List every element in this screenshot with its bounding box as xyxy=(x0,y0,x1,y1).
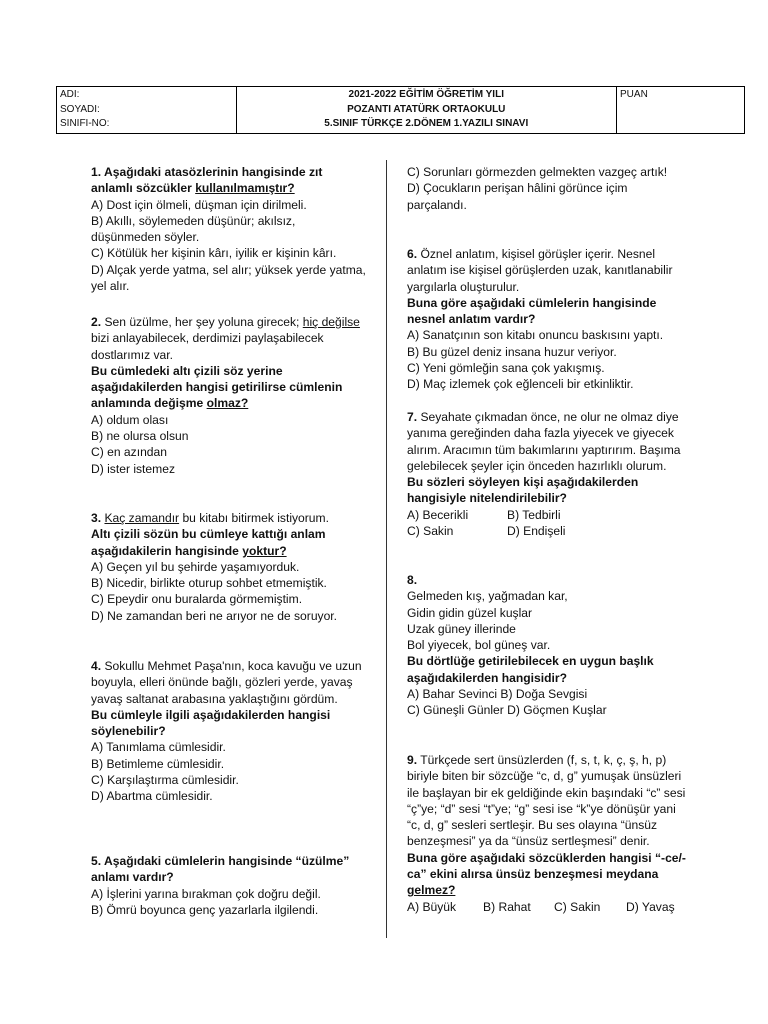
exam-header xyxy=(56,86,745,134)
options-row xyxy=(407,899,687,915)
option-d: D) Çocukların perişan hâlini görünce içim parçalandı. xyxy=(407,181,628,212)
question-5-part-2 xyxy=(407,164,687,246)
exam-title: 5.SINIF TÜRKÇE 2.DÖNEM 1.YAZILI SINAVI xyxy=(324,118,529,129)
question-8 xyxy=(407,572,687,752)
question-stem: Bu cümleyle ilgili aşağıdakilerden hangisi söylenebilir? xyxy=(91,707,331,739)
question-stem: Altı çizili sözün bu cümleye kattığı anlam aşağıdakilerin hangisinde yoktur? xyxy=(91,527,326,558)
option-c: C) Yeni gömleğin sana çok yakışmış. xyxy=(407,361,605,376)
option-a: A) Sanatçının son kitabı onuncu baskısını yaptı. xyxy=(407,328,664,343)
option-d: D) Ne zamandan beri ne arıyor ne de soruyor. xyxy=(91,608,338,623)
question-6 xyxy=(407,246,687,409)
option-d: D) Abartma cümlesidir. xyxy=(91,789,213,804)
option-c: C) Sorunları görmezden gelmekten vazgeç artık! xyxy=(407,165,668,179)
question-text: 6. Öznel anlatım, kişisel görüşler içerir. Nesnel anlatım ise kişisel görüşlerden uzak, kanıtlanabilir yargılarla oluşturulur. xyxy=(407,247,673,294)
option-b: B) Nicedir, birlikte oturup sohbet etmemiştik. xyxy=(91,576,327,591)
poem-line-1: Gelmeden kış, yağmadan kar, xyxy=(407,589,568,604)
option-b: B) ne olursa olsun xyxy=(91,429,189,444)
school-name: POZANTI ATATÜRK ORTAOKULU xyxy=(347,103,506,115)
question-stem: 1. Aşağıdaki atasözlerinin hangisinde zıt anlamlı sözcükler kullanılmamıştır? xyxy=(91,165,323,196)
option-c: C) Sakin xyxy=(407,524,454,539)
poem-line-2: Gidin gidin güzel kuşlar xyxy=(407,605,533,620)
option-d: D) ister istemez xyxy=(91,461,175,476)
question-stem: 5. Aşağıdaki cümlelerin hangisinde “üzülme” anlamı vardır? xyxy=(91,854,350,885)
options-row-ab xyxy=(407,507,687,523)
right-column xyxy=(407,164,687,915)
option-a: A) Geçen yıl bu şehirde yaşamıyorduk. xyxy=(91,559,300,574)
question-2 xyxy=(91,314,367,510)
column-divider xyxy=(386,160,387,938)
option-d: D) Maç izlemek çok eğlenceli bir etkinliktir. xyxy=(407,377,634,392)
option-a: A) oldum olası xyxy=(91,412,169,427)
question-5-part-1 xyxy=(91,853,367,918)
score-cell xyxy=(617,87,745,134)
option-a: A) Becerikli xyxy=(407,507,469,522)
option-b: B) Rahat xyxy=(483,899,531,914)
surname-label: SOYADI: xyxy=(60,103,100,115)
option-b: B) Bu güzel deniz insana huzur veriyor. xyxy=(407,344,617,359)
student-info-cell xyxy=(57,87,237,134)
class-number-label: SINIFI-NO: xyxy=(60,118,110,129)
left-column xyxy=(91,164,367,918)
option-b: B) Tedbirli xyxy=(507,507,561,522)
poem-line-3: Uzak güney illerinde xyxy=(407,621,516,636)
option-c: C) Karşılaştırma cümlesidir. xyxy=(91,773,239,788)
option-a: A) İşlerini yarına bırakman çok doğru değil. xyxy=(91,886,321,901)
option-c: C) Sakin xyxy=(554,899,601,914)
question-9 xyxy=(407,752,687,915)
option-c: C) Epeydir onu buralarda görmemiştim. xyxy=(91,592,303,607)
options-ab: A) Bahar Sevinci B) Doğa Sevgisi xyxy=(407,687,588,702)
question-text: 9. Türkçede sert ünsüzlerden (f, s, t, k, ç, ş, h, p) biriyle biten bir sözcüğe “c, d, g” yumuşak ünsüzleri ile başlayan bir ek geldiğinde ekin başındaki “c” sesi “ç”ye; “d” sesi “t”ye; “g” sesi ise “k”ye dönüşür yani “c, d, g” sesleri sertleşir. Bu ses olayına “ünsüz benzeşmesi” ya da “ünsüz sertleşmesi” denir. xyxy=(407,753,686,849)
question-1 xyxy=(91,164,367,314)
question-stem: Bu sözleri söyleyen kişi aşağıdakilerden hangisiyle nitelendirilebilir? xyxy=(407,475,639,506)
exam-title-cell xyxy=(236,87,617,134)
option-a: A) Tanımlama cümlesidir. xyxy=(91,740,226,755)
question-text: 3. Kaç zamandır bu kitabı bitirmek istiyorum. xyxy=(91,511,329,525)
option-c: C) Kötülük her kişinin kârı, iyilik er kişinin kârı. xyxy=(91,246,337,261)
option-c: C) en azından xyxy=(91,445,167,460)
options-cd: C) Güneşli Günler D) Göçmen Kuşlar xyxy=(407,703,607,718)
poem-line-4: Bol yiyecek, bol güneş var. xyxy=(407,638,551,653)
question-text: 2. Sen üzülme, her şey yoluna girecek; hiç değilse bizi anlayabilecek, derdimizi paylaşabilecek dostlarımız var. xyxy=(91,315,360,362)
question-stem: Buna göre aşağıdaki cümlelerin hangisinde nesnel anlatım vardır? xyxy=(407,295,657,327)
score-label: PUAN xyxy=(620,89,648,100)
question-4 xyxy=(91,658,367,853)
options-row-cd xyxy=(407,523,687,539)
question-3 xyxy=(91,510,367,658)
question-stem: Bu cümledeki altı çizili söz yerine aşağıdakilerden hangisi getirilirse cümlenin anlamında değişme olmaz? xyxy=(91,363,343,411)
question-text: 4. Sokullu Mehmet Paşa'nın, koca kavuğu ve uzun boyuyla, elleri önünde bağlı, gözleri yerde, yavaş yavaş saltanat arabasına yaklaştığını gördüm. xyxy=(91,659,362,706)
question-stem: Buna göre aşağıdaki sözcüklerden hangisi “-ce/-ca” ekini alırsa ünsüz benzeşmesi meydana gelmez? xyxy=(407,850,686,898)
option-a: A) Dost için ölmeli, düşman için dirilmeli. xyxy=(91,197,307,212)
option-d: D) Yavaş xyxy=(626,899,675,914)
option-d: D) Alçak yerde yatma, sel alır; yüksek yerde yatma, yel alır. xyxy=(91,262,366,294)
academic-year: 2021-2022 EĞİTİM ÖĞRETİM YILI xyxy=(348,89,504,100)
name-label: ADI: xyxy=(60,89,80,100)
question-7 xyxy=(407,409,687,572)
question-number: 8. xyxy=(407,573,418,587)
question-text: 7. Seyahate çıkmadan önce, ne olur ne olmaz diye yanıma gereğinden daha fazla yiyecek ve giyecek alırım. Aracımın tüm bakımlarını yaptırırım. Başıma gelebilecek şeyler için önceden hazırlıklı olurum. xyxy=(407,410,681,473)
question-stem: Bu dörtlüğe getirilebilecek en uygun başlık aşağıdakilerden hangisidir? xyxy=(407,654,654,685)
option-d: D) Endişeli xyxy=(507,524,566,539)
option-b: B) Betimleme cümlesidir. xyxy=(91,756,225,771)
option-b: B) Ömrü boyunca genç yazarlarla ilgilendi. xyxy=(91,902,319,917)
option-a: A) Büyük xyxy=(407,899,457,914)
option-b: B) Akıllı, söylemeden düşünür; akılsız, düşünmeden söyler. xyxy=(91,213,296,245)
